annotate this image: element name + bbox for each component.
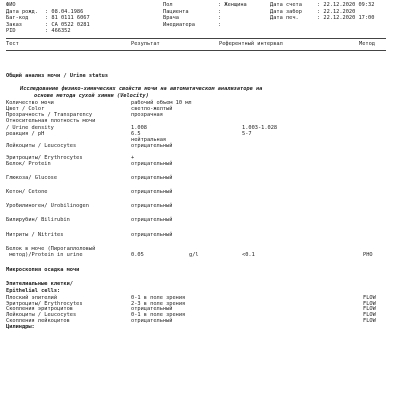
column-headers	[6, 41, 396, 48]
header-label: Дата счета	[270, 2, 302, 8]
header-value: : 466352	[45, 28, 71, 35]
header-value: :	[218, 21, 222, 28]
result-value: 0-1 в поле зрения	[131, 294, 186, 301]
header-row	[6, 22, 396, 29]
patient-header	[6, 2, 396, 35]
result-value: отрицательный	[131, 231, 173, 238]
report-body	[6, 73, 396, 331]
result-value: отрицательный	[131, 175, 173, 182]
microscopy-rows	[6, 295, 396, 324]
method: FLOW	[363, 312, 376, 319]
column-divider	[6, 50, 386, 51]
result-unit: g/l	[189, 251, 199, 258]
reference-range: <0.1	[242, 251, 255, 258]
header-row	[6, 15, 396, 22]
result-row	[6, 161, 396, 167]
header-label: Дата забор	[270, 8, 302, 15]
reference-range: 1.003-1.028	[242, 124, 278, 131]
column-reference: Референтный интервал	[219, 41, 283, 47]
test-name: Эритроциты/ Erythrocytes	[6, 300, 83, 307]
header-label: Заказ	[6, 21, 22, 28]
header-label: Дата рожд.	[6, 8, 38, 15]
result-value: отрицательный	[131, 306, 173, 313]
reference-range: 5-7	[242, 130, 252, 137]
test-name: Прозрачность / Transparency	[6, 112, 93, 119]
test-name: Скопления лейкоцитов	[6, 317, 70, 324]
test-name: реакция / pH	[6, 130, 45, 137]
test-name: Лейкоциты / Leucocytes	[6, 312, 77, 319]
result-value: светло-желтый	[131, 106, 173, 113]
header-value: : Женщина	[218, 2, 247, 8]
column-method: Метод	[359, 41, 375, 47]
test-name: Цвет / Color	[6, 106, 45, 113]
test-name: Относительная плотность мочи	[6, 118, 96, 125]
result-value: отрицательный	[131, 142, 173, 149]
header-label: Инедиатера	[163, 21, 195, 28]
column-result: Результат	[131, 41, 160, 47]
method: FLOW	[363, 294, 376, 301]
header-row	[6, 2, 396, 9]
result-row	[6, 143, 396, 149]
casts-title: Цилиндры:	[6, 323, 35, 330]
test-name: Уробилиноген/ Urobilinogen	[6, 203, 89, 210]
test-name: Количество мочи	[6, 100, 54, 107]
epithelial-title: Эпителиальные клетки/	[6, 280, 73, 287]
header-label: PID	[6, 28, 16, 35]
test-name: Нитриты / Nitrites	[6, 231, 64, 238]
result-value: 6.5	[131, 130, 141, 137]
description-line: основе метода сухой химии (Velocity)	[34, 92, 149, 99]
result-row	[6, 203, 396, 209]
header-label: Пациента	[163, 8, 189, 15]
result-value: нейтральная	[131, 136, 167, 143]
method: PHO	[363, 251, 373, 258]
header-label: ФИО	[6, 2, 16, 8]
test-name: Скопления эритроцитов	[6, 306, 73, 313]
result-value: отрицательный	[131, 317, 173, 324]
test-name: метод)/Protein in urine	[6, 251, 83, 258]
header-label: Врача	[163, 15, 179, 22]
urine-status-rows	[6, 100, 396, 258]
header-value: : 81 0111 6067	[45, 15, 90, 22]
test-name: Глюкоза/ Glucose	[6, 175, 58, 182]
method: FLOW	[363, 300, 376, 307]
method: FLOW	[363, 306, 376, 313]
result-value: 0-1 в поле зрения	[131, 312, 186, 319]
header-divider	[6, 38, 386, 39]
section-description	[20, 86, 350, 99]
result-value: отрицательный	[131, 203, 173, 210]
test-name: Кетон/ Cetone	[6, 189, 48, 196]
result-row	[6, 175, 396, 181]
header-value: : 08.04.1986	[45, 8, 84, 15]
result-value: 2-3 в поле зрения	[131, 300, 186, 307]
result-row	[6, 252, 396, 258]
header-label: Баг-код	[6, 15, 29, 22]
result-value: 0.05	[131, 251, 144, 258]
test-name: Плоский эпителий	[6, 294, 58, 301]
result-value: отрицательный	[131, 217, 173, 224]
header-value: : CA 0522 0281	[45, 21, 90, 28]
epithelial-title-en: Epithelial cells:	[6, 287, 61, 294]
header-value: :	[218, 8, 222, 15]
result-row	[6, 232, 396, 238]
header-value: :	[218, 15, 222, 22]
header-label: Пол	[163, 2, 173, 8]
header-row	[6, 9, 396, 16]
microscopy-title: Микроскопия осадка мочи	[6, 266, 80, 273]
result-value: +	[131, 154, 135, 161]
header-value: : 22.12.2020 09:32	[317, 2, 375, 8]
test-name: Белок в моче (Пирогаллоловый	[6, 245, 96, 252]
header-label: Дата печ.	[270, 15, 299, 22]
test-name: Билирубин/ Bilirubin	[6, 217, 70, 224]
test-name: Белок/ Protein	[6, 161, 51, 168]
method: FLOW	[363, 317, 376, 324]
result-row	[6, 217, 396, 223]
header-value: : 22.12.2020 17:00	[317, 15, 375, 22]
description-line: Исследование физико-химических свойств мочи на автоматическом анализаторе на	[20, 86, 263, 92]
section-title: Общий анализ мочи / Urine status	[6, 73, 109, 79]
test-name: Лейкоциты / Leucocytes	[6, 142, 77, 149]
column-test: Тест	[6, 41, 19, 47]
header-value: : 22.12.2020	[317, 8, 356, 15]
result-row	[6, 189, 396, 195]
test-name: Эритроциты/ Erythrocytes	[6, 154, 83, 161]
result-value: 1.008	[131, 124, 147, 131]
header-row	[6, 28, 396, 35]
result-value: прозрачная	[131, 112, 163, 119]
result-value: рабочий объем 10 мл	[131, 100, 192, 107]
result-value: отрицательный	[131, 189, 173, 196]
test-name: / Urine density	[6, 124, 54, 131]
result-value: отрицательный	[131, 161, 173, 168]
